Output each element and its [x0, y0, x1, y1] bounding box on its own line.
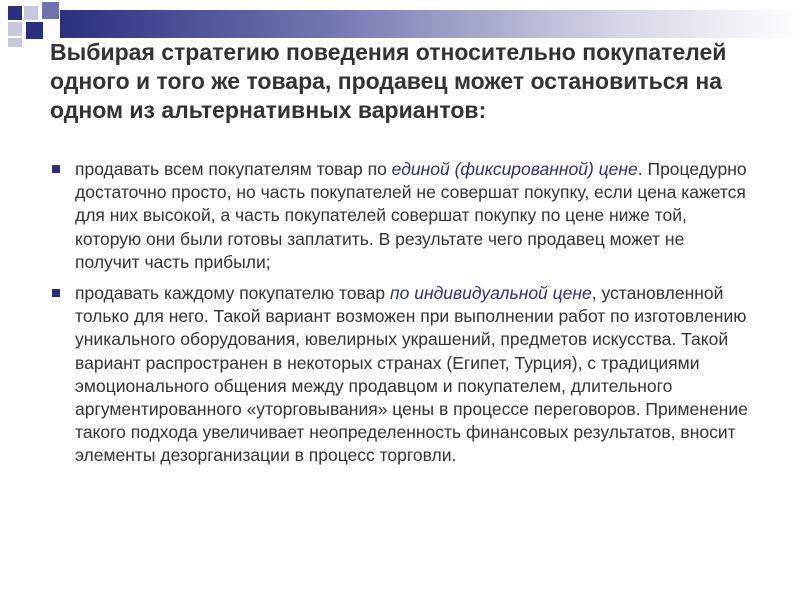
- square-bullet-icon: [52, 165, 60, 173]
- decor-square-dark: [8, 6, 22, 20]
- bullet-lead-text: продавать каждому покупателю товар: [75, 283, 390, 304]
- slide-title: Выбирая стратегию поведения относительно покупателей одного и того же товара, продавец может остановиться на одном из альтернативных вариантов:: [50, 39, 727, 123]
- square-bullet-icon: [52, 289, 60, 297]
- decor-square-dark: [26, 22, 43, 39]
- decor-square-light: [8, 22, 22, 36]
- bullet-highlight-text: по индивидуальной цене: [390, 283, 592, 304]
- bullet-list: [48, 158, 748, 468]
- list-item: [48, 158, 748, 274]
- bullet-body-text: , установленной только для него. Такой вариант возможен при выполнении работ по изготовлению уникального оборудования, ювелирных украшений, предметов искусства. Такой вариант распространен в некоторых странах (Египет, Турция), с традициями эмоционального общения между продавцом и покупателем, длительного аргументированного «уторговывания» цены в процессе переговоров. Применение такого подхода увеличивает неопределенность финансовых результатов, вносит элементы дезорганизации в процесс торговли.: [75, 283, 748, 466]
- decor-square-light: [24, 6, 38, 20]
- decor-square-light: [8, 38, 22, 47]
- header-gradient-bar: [60, 10, 800, 38]
- decor-square-mid: [42, 2, 59, 19]
- bullet-body-text: . Процедурно достаточно просто, но часть покупателей не совершат покупку, если цена кажется для них высокой, а часть покупателей совершат покупку по цене ниже той, которую они были готовы заплатить. В результате чего продавец может не получит часть прибыли;: [75, 159, 747, 272]
- list-item: [48, 282, 748, 468]
- bullet-lead-text: продавать всем покупателям товар по: [75, 159, 392, 179]
- bullet-highlight-text: единой (фиксированной) цене: [391, 159, 638, 179]
